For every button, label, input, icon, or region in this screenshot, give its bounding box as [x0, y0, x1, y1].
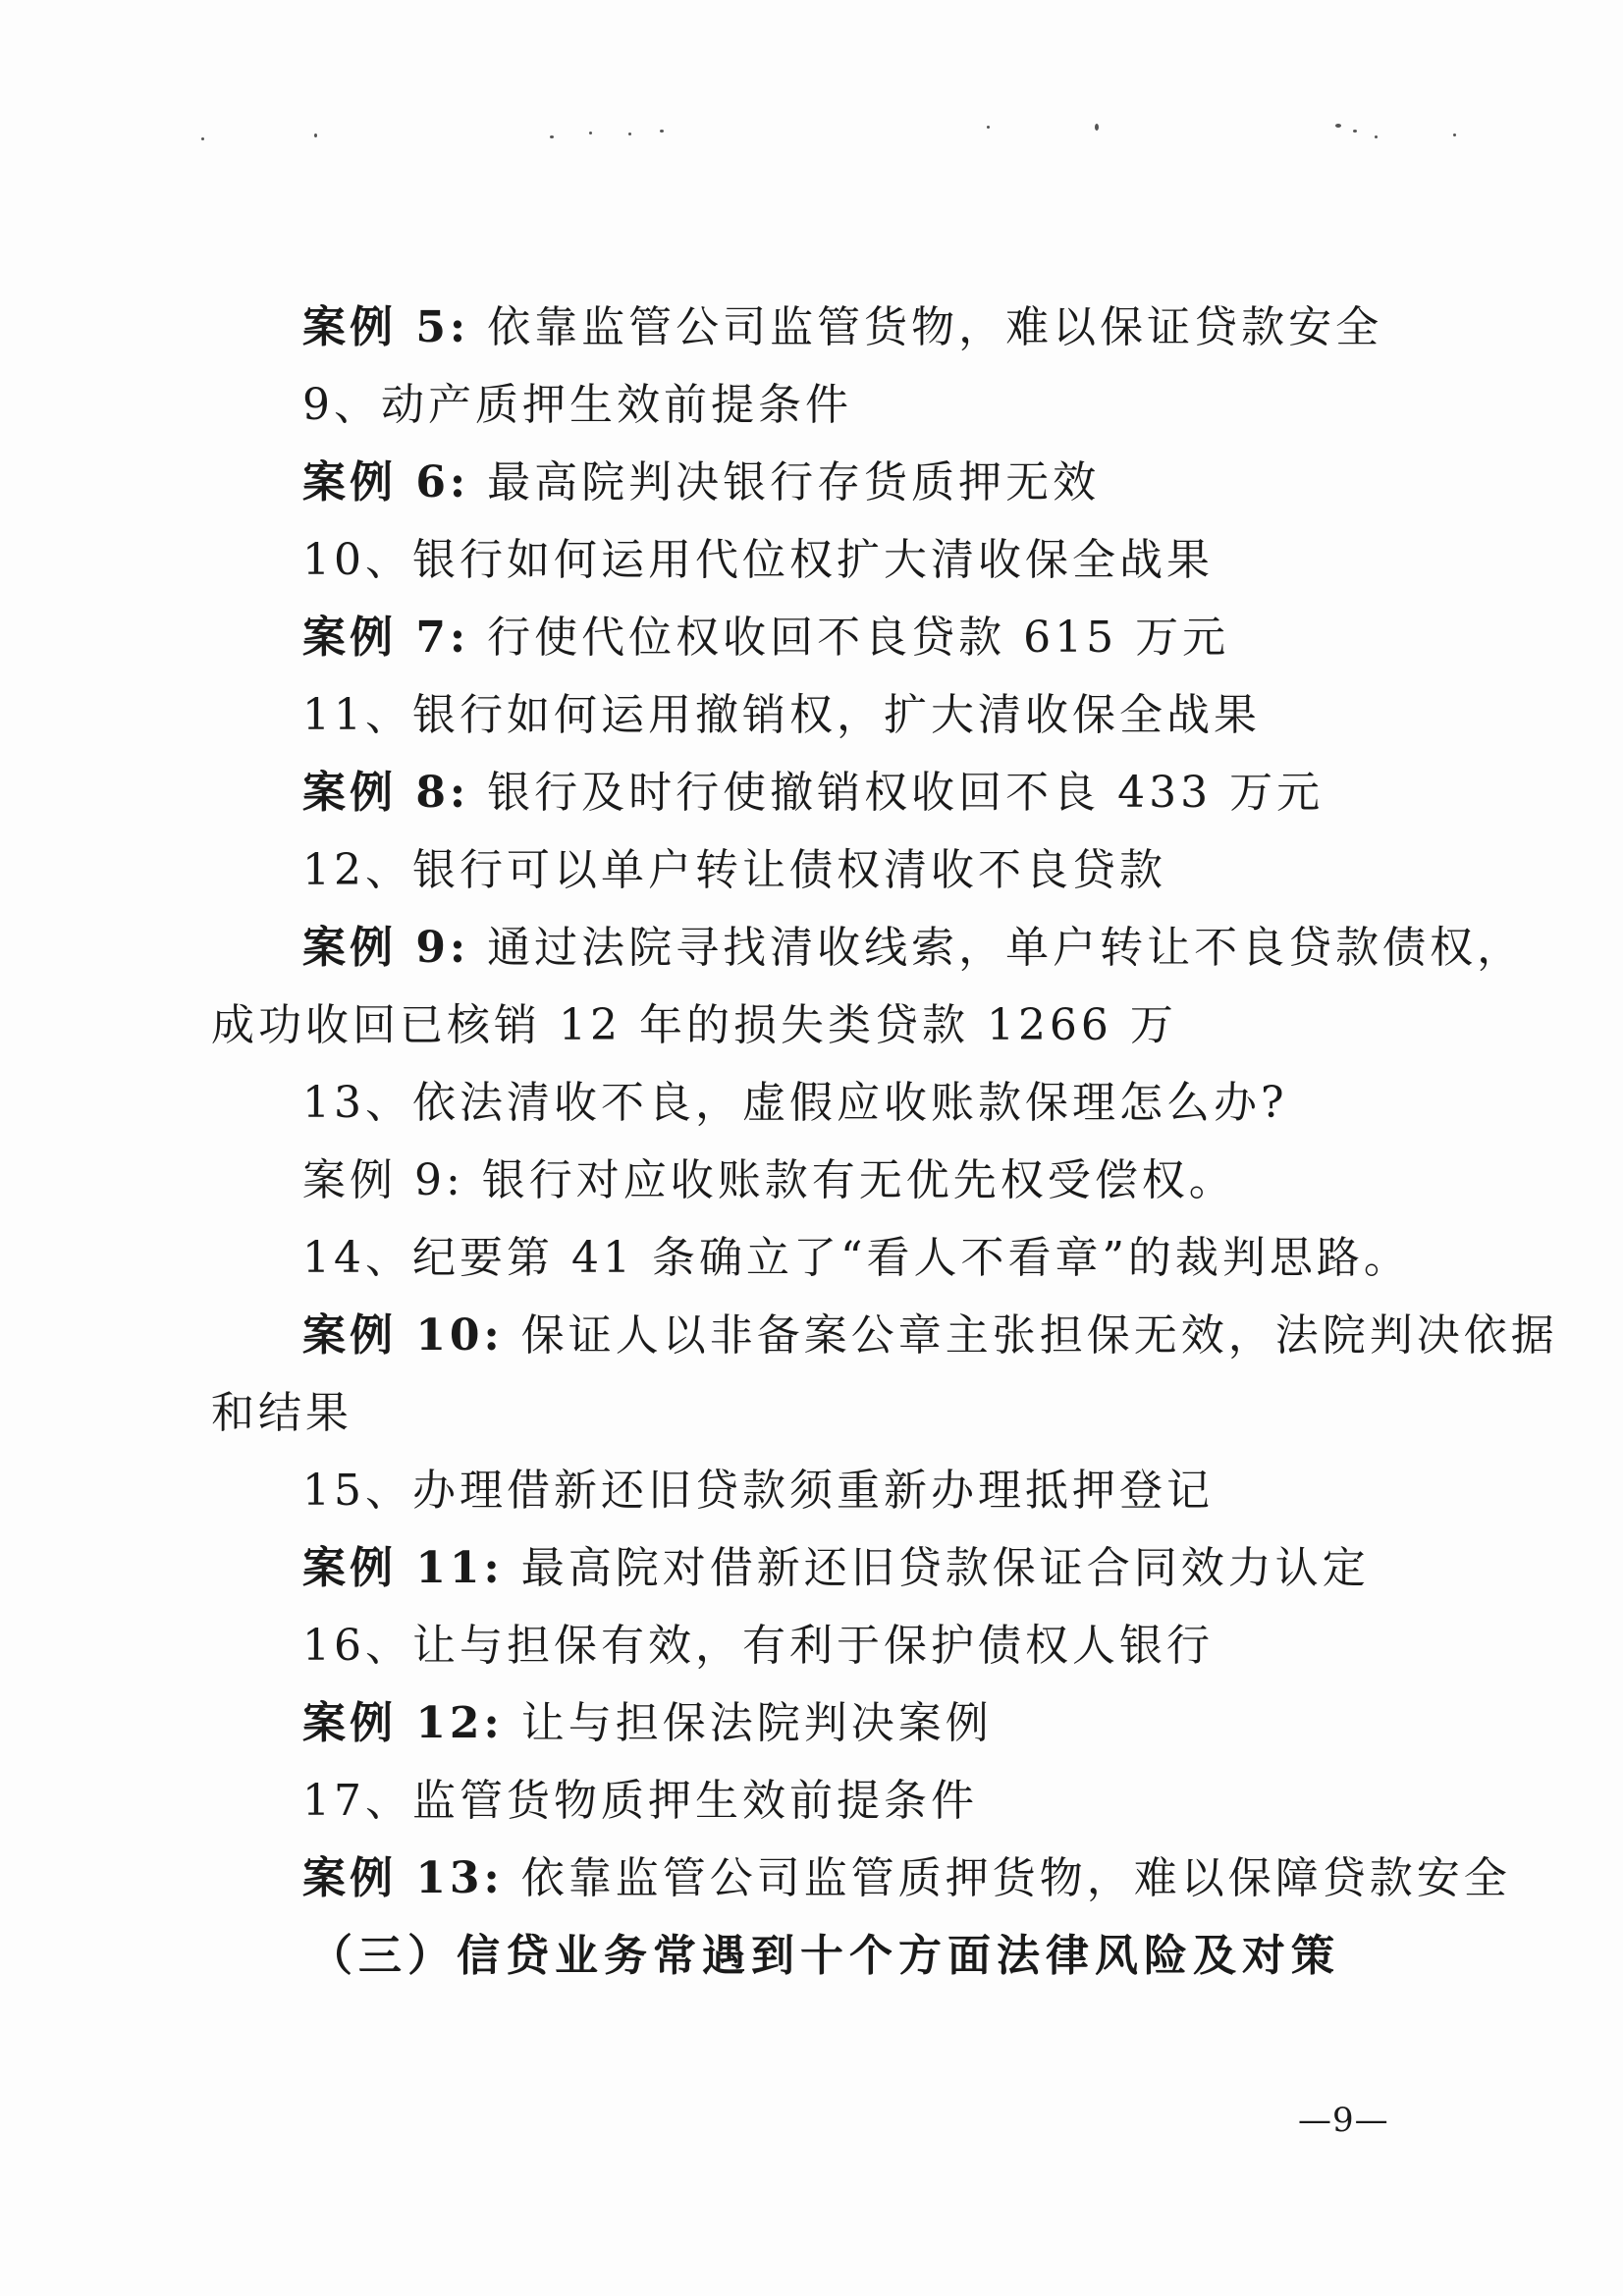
line-text: 最高院判决银行存货质押无效 — [469, 457, 1101, 507]
line-text: 9、动产质押生效前提条件 — [302, 380, 852, 430]
text-line — [302, 1539, 1370, 1598]
text-line — [302, 1229, 1411, 1288]
line-text: 成功收回已核销 12 年的损失类贷款 1266 万 — [211, 1000, 1177, 1050]
text-line — [302, 919, 1524, 978]
line-text: 银行及时行使撤销权收回不良 433 万元 — [469, 768, 1325, 818]
text-line — [302, 1772, 978, 1831]
line-text: 行使代位权收回不良贷款 615 万元 — [469, 613, 1230, 663]
text-line — [302, 1462, 1214, 1521]
text-line — [302, 454, 1100, 512]
text-line — [302, 531, 1214, 590]
line-text: 12、银行可以单户转让债权清收不良贷款 — [302, 845, 1166, 895]
line-text: 17、监管货物质押生效前提条件 — [302, 1776, 978, 1826]
case-label: 案例 7: — [302, 613, 470, 663]
text-line — [302, 298, 1382, 357]
text-line — [302, 764, 1324, 823]
text-line — [302, 1151, 1236, 1210]
line-text: 15、办理借新还旧贷款须重新办理抵押登记 — [302, 1466, 1214, 1516]
case-label: 案例 6: — [302, 457, 470, 507]
case-label: 案例 12: — [302, 1698, 504, 1748]
text-line — [302, 1074, 1288, 1133]
line-text: 通过法院寻找清收线索，单户转让不良贷款债权， — [469, 923, 1525, 973]
line-text: 案例 9: 银行对应收账款有无优先权受偿权。 — [302, 1155, 1236, 1205]
case-label: 案例 10: — [302, 1310, 504, 1361]
text-line — [302, 609, 1229, 667]
line-text: 保证人以非备案公章主张担保无效，法院判决依据 — [503, 1310, 1558, 1361]
text-line — [302, 1307, 1558, 1365]
text-line — [302, 686, 1261, 745]
line-text: 依靠监管公司监管质押货物，难以保障贷款安全 — [503, 1853, 1511, 1903]
line-text: 16、让与担保有效，有利于保护债权人银行 — [302, 1621, 1214, 1671]
line-text: 11、银行如何运用撤销权，扩大清收保全战果 — [302, 690, 1261, 740]
text-line — [302, 1694, 993, 1753]
line-text: 让与担保法院判决案例 — [503, 1698, 993, 1748]
line-text: 10、银行如何运用代位权扩大清收保全战果 — [302, 535, 1214, 585]
case-label: 案例 13: — [302, 1853, 504, 1903]
case-label: 案例 11: — [302, 1543, 504, 1593]
line-text: 依靠监管公司监管货物，难以保证贷款安全 — [469, 302, 1383, 352]
text-line — [302, 1617, 1214, 1676]
case-label: 案例 9: — [302, 923, 470, 973]
line-text: 14、纪要第 41 条确立了“看人不看章”的裁判思路。 — [302, 1233, 1411, 1283]
case-label: 案例 5: — [302, 302, 470, 352]
text-line — [302, 1849, 1511, 1908]
scan-artifacts — [0, 116, 1623, 145]
text-line — [302, 841, 1166, 900]
case-label: 案例 8: — [302, 768, 470, 818]
line-text: 13、依法清收不良，虚假应收账款保理怎么办? — [302, 1078, 1288, 1128]
line-text: 和结果 — [211, 1388, 352, 1438]
section-heading: （三）信贷业务常遇到十个方面法律风险及对策 — [309, 1931, 1340, 1981]
text-line — [211, 1384, 352, 1443]
line-text: 最高院对借新还旧贷款保证合同效力认定 — [503, 1543, 1370, 1593]
text-line — [302, 376, 852, 435]
text-line — [211, 996, 1177, 1055]
page-number: —9— — [1298, 2101, 1389, 2140]
